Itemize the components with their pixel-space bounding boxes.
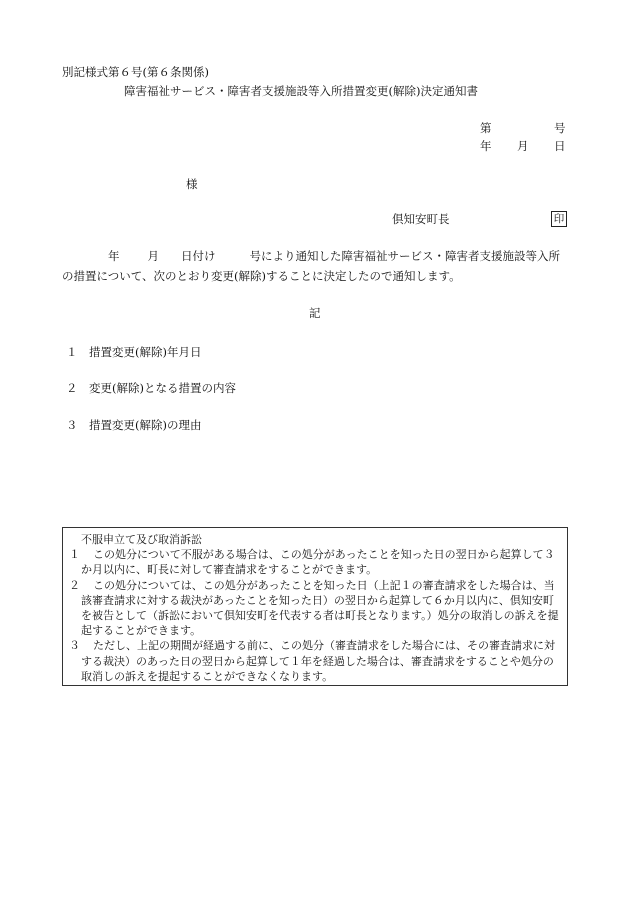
notice-body — [62, 246, 570, 286]
item-1-number: １ — [66, 345, 78, 359]
doc-number-prefix: 第 — [480, 121, 492, 135]
appeal-item-text: この処分については、この処分があったことを知った日（上記１の審査請求をした場合は、当該審査請求に対する裁決があったことを知った日）の翌日から起算して６か月以内に、倶知安町を被告として（訴訟において倶知安町を代表する者は町長となります。）処分の取消しの訴えを提起することができます。 — [81, 578, 559, 638]
item-2-label: 変更(解除)となる措置の内容 — [89, 381, 236, 395]
appeal-item-number: １ — [69, 548, 80, 562]
document-title: 障害福祉サービス・障害者支援施設等入所措置変更(解除)決定通知書 — [124, 84, 478, 98]
appeal-item-number: ２ — [69, 578, 80, 592]
appeal-item-text: ただし、上記の期間が経過する前に、この処分（審査請求をした場合には、その審査請求に対する裁決）のあった日の翌日から起算して１年を経過した場合は、審査請求をすることや処分の取消しの訴えを提起することができなくなります。 — [81, 639, 555, 683]
appeal-notice-box — [62, 527, 568, 686]
date-month: 月 — [517, 139, 529, 153]
form-label: 別記様式第６号(第６条関係) — [62, 65, 209, 79]
issuer-name: 倶知安町長 — [392, 212, 450, 226]
ki-heading: 記 — [309, 306, 321, 320]
seal-mark: 印 — [551, 211, 567, 227]
appeal-heading: 不服申立て及び取消訴訟 — [81, 533, 202, 546]
appeal-item-number: ３ — [69, 639, 80, 653]
item-3-label: 措置変更(解除)の理由 — [89, 418, 202, 432]
doc-number-suffix: 号 — [554, 121, 566, 135]
item-1-label: 措置変更(解除)年月日 — [89, 345, 202, 359]
item-2-number: ２ — [66, 381, 78, 395]
appeal-item — [69, 638, 561, 684]
blank-month: 月 — [147, 249, 159, 263]
blank-date: 日付け — [181, 249, 216, 263]
blank-year: 年 — [108, 249, 120, 263]
appeal-item — [69, 578, 561, 639]
item-3-number: ３ — [66, 418, 78, 432]
notice-text: 号により通知した障害福祉サービス・障害者支援施設等入所の措置について、次のとおり変更(解除)することに決定したので通知します。 — [62, 249, 560, 283]
date-day: 日 — [554, 139, 566, 153]
appeal-item — [69, 547, 561, 577]
date-year: 年 — [480, 139, 492, 153]
appeal-item-text: この処分について不服がある場合は、この処分があったことを知った日の翌日から起算して３か月以内に、町長に対して審査請求をすることができます。 — [81, 548, 555, 577]
addressee-suffix: 様 — [186, 177, 198, 191]
